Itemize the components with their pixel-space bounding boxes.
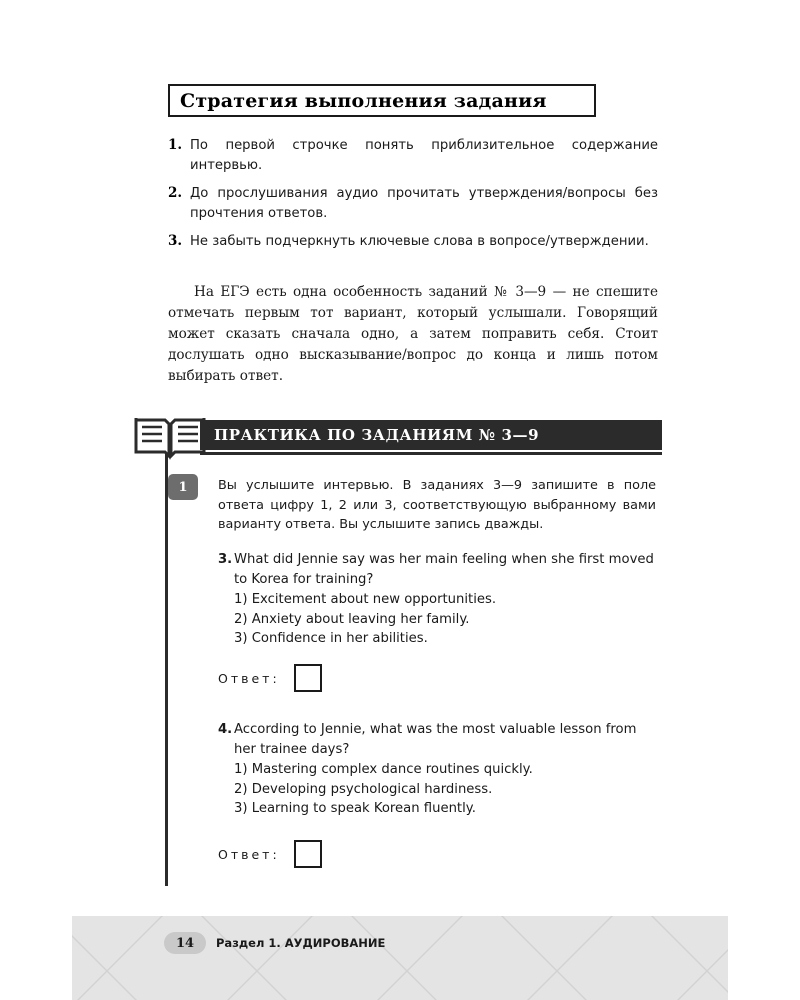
answer-input-4[interactable] (294, 840, 322, 868)
answer-row-3 (218, 664, 322, 692)
list-item-number: 2. (168, 185, 183, 201)
answer-input-3[interactable] (294, 664, 322, 692)
open-book-icon (132, 412, 208, 460)
option-1[interactable]: 1) Mastering complex dance routines quickly. (234, 762, 533, 777)
strategy-heading-text: Стратегия выполнения задания (180, 89, 547, 112)
list-item-number: 1. (168, 137, 183, 153)
list-item-number: 3. (168, 233, 183, 249)
task-vertical-rule (165, 454, 168, 886)
question-block-3 (218, 550, 658, 649)
answer-row-4 (218, 840, 322, 868)
question-heading (218, 720, 658, 759)
list-item-text: Не забыть подчеркнуть ключевые слова в вопросе/утверждении. (190, 234, 649, 249)
page-number-badge (164, 932, 206, 954)
list-item (168, 184, 658, 223)
option-3[interactable]: 3) Learning to speak Korean fluently. (234, 801, 476, 816)
strategy-heading (168, 84, 596, 117)
task-number-badge (168, 474, 198, 500)
list-item (168, 136, 658, 175)
question-block-4 (218, 720, 658, 819)
option-1[interactable]: 1) Excitement about new opportunities. (234, 592, 497, 607)
option-2[interactable]: 2) Anxiety about leaving her family. (234, 611, 470, 627)
question-heading (218, 550, 658, 589)
page-footer (72, 916, 728, 1000)
practice-banner-bar (200, 420, 662, 450)
option-3[interactable]: 3) Confidence in her abilities. (234, 631, 428, 646)
list-item (168, 232, 658, 252)
strategy-paragraph: На ЕГЭ есть одна особенность заданий № 3—9 — не спешите отмечать первым тот вариант, который услышали. Говорящий может сказать сначала одно, а затем поправить себя. Стоит дослушать одно высказывание/вопрос до конца и лишь потом выбирать ответ. (168, 284, 658, 384)
strategy-list (168, 136, 658, 261)
option-2[interactable]: 2) Developing psychological hardiness. (234, 781, 493, 797)
answer-label: Ответ: (218, 846, 280, 862)
question-number: 3. (218, 552, 233, 567)
question-text: What did Jennie say was her main feeling when she first moved to Korea for training? (234, 552, 654, 587)
question-options (218, 590, 658, 649)
question-text: According to Jennie, what was the most valuable lesson from her trainee days? (234, 722, 637, 757)
list-item-text: До прослушивания аудио прочитать утверждения/вопросы без прочтения ответов. (190, 186, 658, 221)
answer-label: Ответ: (218, 670, 280, 686)
task-number-badge-text: 1 (178, 479, 188, 495)
page-number: 14 (175, 935, 195, 951)
footer-pattern (72, 916, 728, 1000)
banner-rule (200, 453, 662, 455)
question-number: 4. (218, 722, 233, 737)
footer-section-title: Раздел 1. АУДИРОВАНИЕ (216, 936, 386, 950)
task-instruction: Вы услышите интервью. В заданиях 3—9 запишите в поле ответа цифру 1, 2 или 3, соответствующую выбранному вами варианту ответа. Вы услышите запись дважды. (218, 478, 656, 532)
question-options (218, 760, 658, 819)
list-item-text: По первой строчке понять приблизительное содержание интервью. (190, 138, 658, 173)
practice-banner-title: ПРАКТИКА ПО ЗАДАНИЯМ № 3—9 (214, 426, 540, 444)
practice-banner (132, 420, 662, 454)
